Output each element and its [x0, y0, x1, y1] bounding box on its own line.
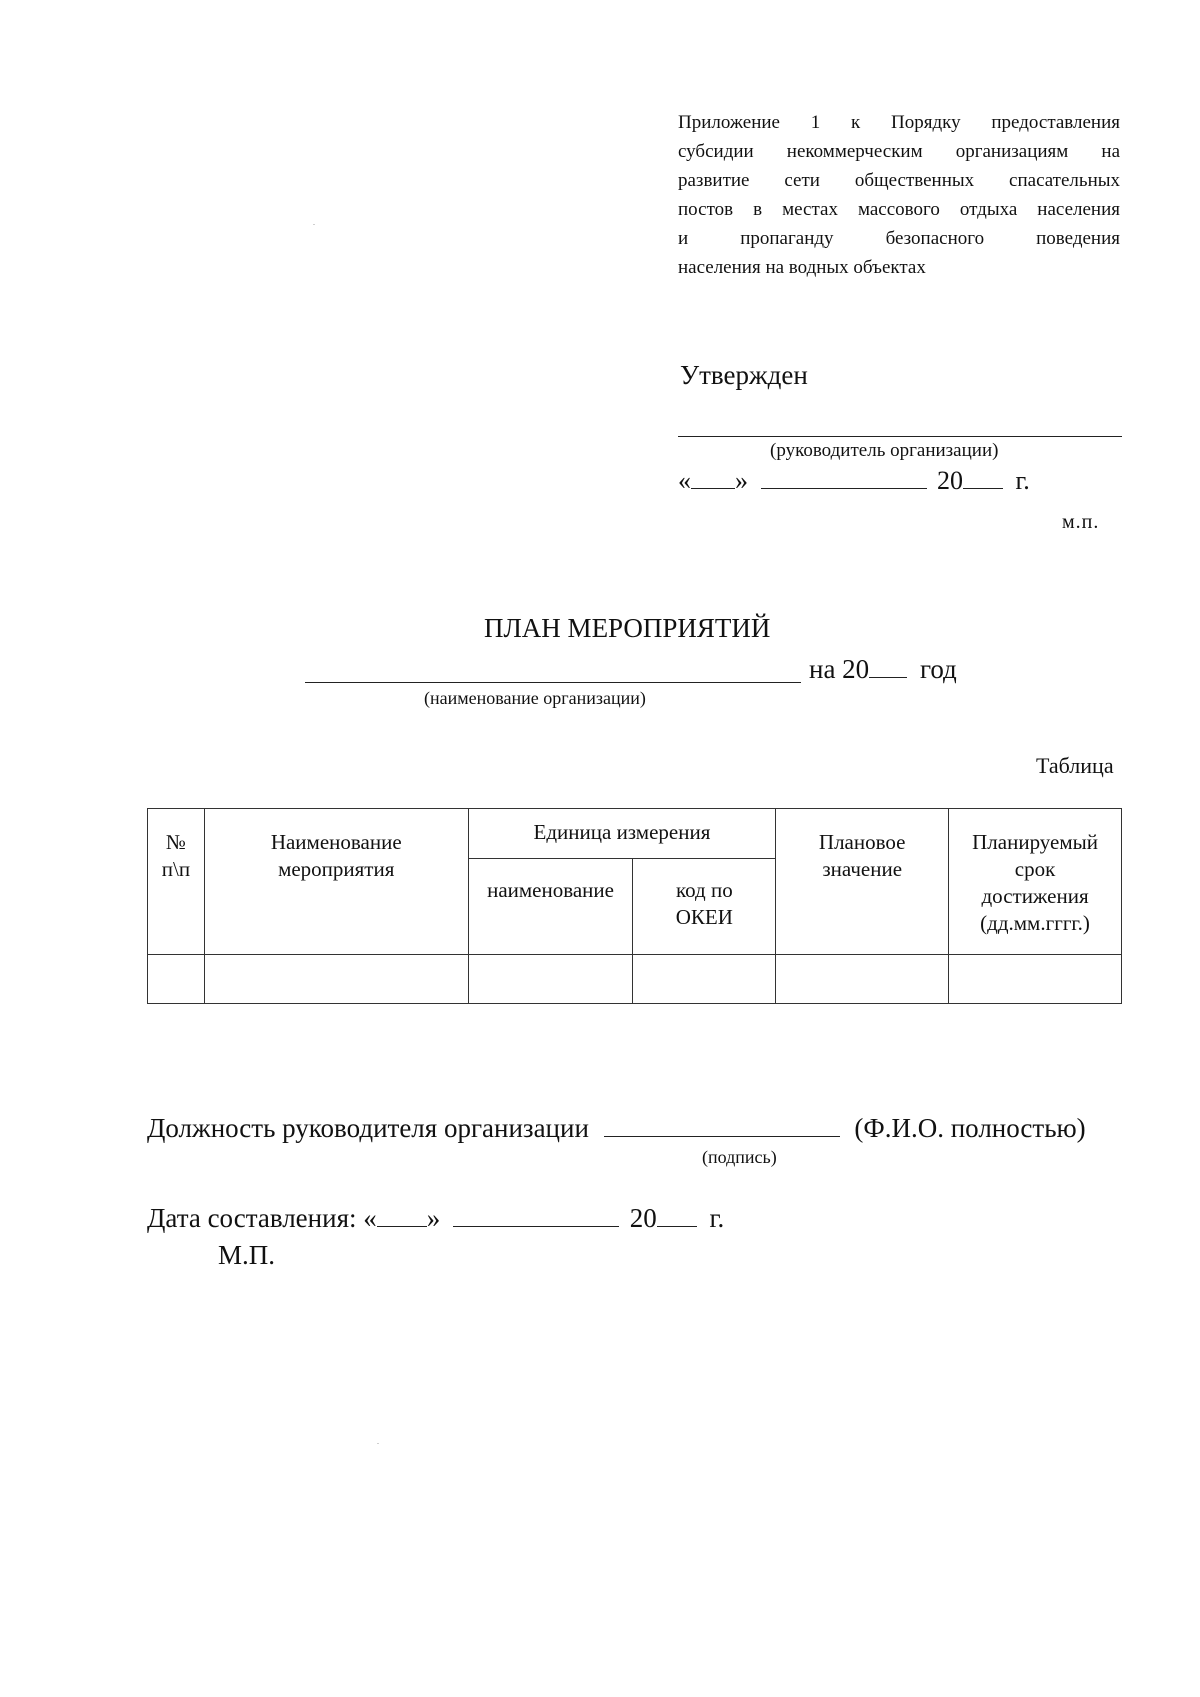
- table-cell[interactable]: [949, 955, 1122, 1004]
- signature-line: [678, 436, 1122, 437]
- plan-year-prefix: на 20: [809, 654, 870, 684]
- table-cell[interactable]: [148, 955, 205, 1004]
- signature-row: [147, 1113, 1086, 1144]
- approval-date: [678, 466, 1030, 496]
- header-number: [148, 809, 205, 955]
- signature-blank: [604, 1114, 840, 1137]
- position-label: Должность руководителя организации: [147, 1113, 589, 1143]
- table-row: [148, 955, 1122, 1004]
- header-plan-value: Плановое значение: [776, 809, 949, 955]
- table-cell[interactable]: [633, 955, 776, 1004]
- appendix-line: населения на водных объектах: [678, 257, 926, 278]
- plan-year-suffix: год: [919, 654, 957, 684]
- header-number-abbr: п\п: [161, 857, 191, 881]
- table-cell[interactable]: [776, 955, 949, 1004]
- signature-caption: (подпись): [702, 1147, 777, 1167]
- stamp-placeholder: м.п.: [1062, 511, 1100, 533]
- approved-title: Утвержден: [680, 360, 808, 390]
- stamp-placeholder-bottom: М.П.: [218, 1240, 276, 1270]
- compile-quote-close: »: [426, 1203, 441, 1233]
- header-deadline: Планируемый срок достижения (дд.мм.гггг.): [949, 809, 1122, 955]
- header-unit-code: код по ОКЕИ: [633, 859, 776, 955]
- appendix-line: и пропаганду безопасного поведения: [678, 228, 1120, 249]
- org-caption: (наименование организации): [424, 688, 646, 708]
- year-suffix: г.: [1015, 466, 1030, 495]
- org-name-line: [305, 682, 801, 683]
- scan-speck: [377, 1443, 379, 1444]
- header-event-name: Наименование мероприятия: [204, 809, 468, 955]
- quote-open: «: [678, 466, 691, 495]
- header-unit: Единица измерения: [468, 809, 776, 859]
- table-cell[interactable]: [468, 955, 633, 1004]
- appendix-note: [678, 108, 1120, 282]
- compile-day-blank: [377, 1204, 427, 1227]
- compile-month-blank: [453, 1204, 619, 1227]
- approver-caption: (руководитель организации): [770, 440, 999, 461]
- header-unit-name: наименование: [468, 859, 633, 955]
- compile-year-suffix: г.: [709, 1203, 725, 1233]
- appendix-line: развитие сети общественных спасательных: [678, 170, 1120, 191]
- compile-year-prefix: 20: [629, 1203, 657, 1233]
- fio-label: (Ф.И.О. полностью): [854, 1113, 1086, 1143]
- appendix-line: постов в местах массового отдыха населения: [678, 199, 1120, 220]
- plan-year: [809, 654, 957, 685]
- year-blank: [963, 466, 1003, 489]
- compile-label: Дата составления: «: [147, 1203, 377, 1233]
- appendix-line: субсидии некоммерческим организациям на: [678, 141, 1120, 162]
- header-number-sign: №: [165, 830, 186, 854]
- table-label: Таблица: [1036, 753, 1114, 778]
- table-cell[interactable]: [204, 955, 468, 1004]
- quote-close: »: [735, 466, 748, 495]
- compile-date-row: [147, 1203, 724, 1234]
- compile-year-blank: [657, 1204, 697, 1227]
- day-blank: [691, 466, 735, 489]
- plan-year-blank: [869, 655, 907, 678]
- month-blank: [761, 466, 927, 489]
- year-prefix: 20: [937, 466, 963, 495]
- appendix-line: Приложение 1 к Порядку предоставления: [678, 112, 1120, 133]
- scan-speck: [313, 224, 315, 225]
- plan-table: [147, 808, 1122, 1004]
- plan-title: ПЛАН МЕРОПРИЯТИЙ: [484, 613, 771, 643]
